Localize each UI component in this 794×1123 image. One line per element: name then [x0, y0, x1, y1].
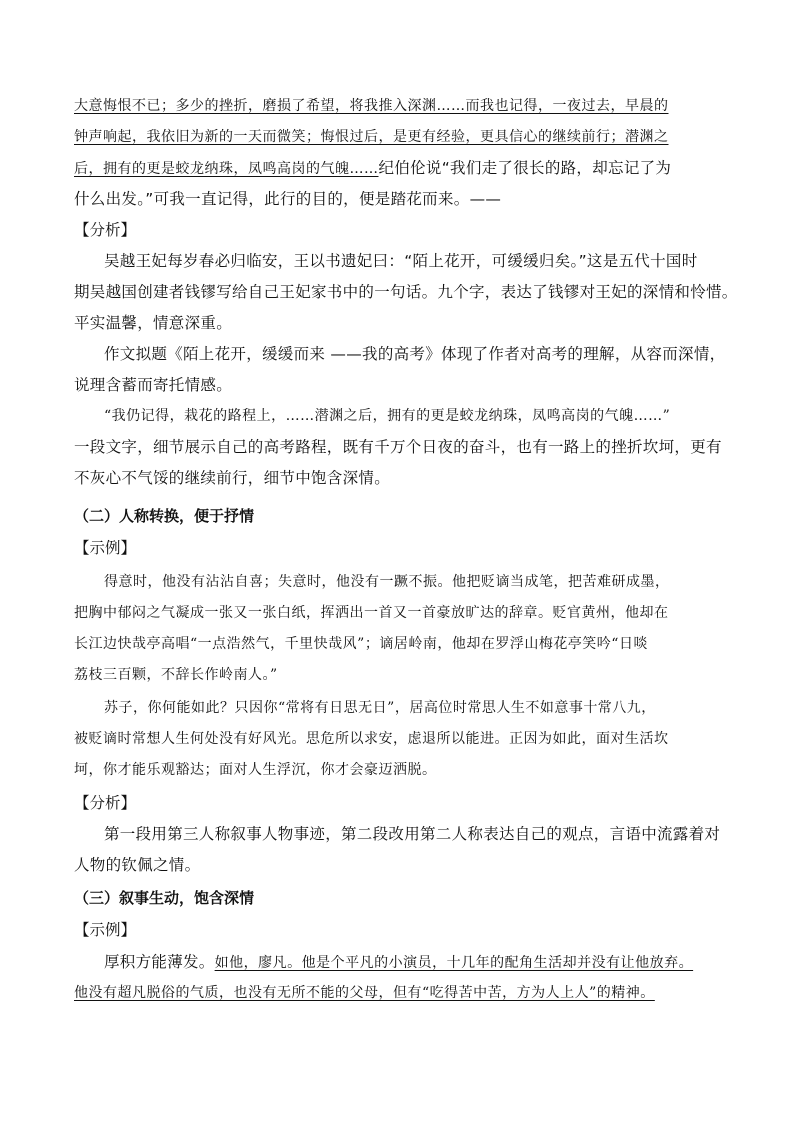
analysis-para-3c: 不灰心不气馁的继续前行，细节中饱含深情。 — [74, 469, 391, 487]
analysis-para-1c: 平实温馨，情意深重。 — [74, 314, 233, 332]
example3-handwritten-1: 如他，廖凡。他是个平凡的小演员，十几年的配角生活却并没有让他放弃。 — [214, 955, 694, 971]
example3-lead: 厚积方能薄发。 — [104, 953, 215, 971]
analysis-para-2a: 作文拟题《陌上花开，缓缓而来 ——我的高考》体现了作者对高考的理解，从容而深情， — [104, 345, 726, 363]
analysis-para-3b: 一段文字，细节展示自己的高考路程，既有千万个日夜的奋斗，也有一路上的挫折坎坷，更有 — [74, 438, 722, 456]
analysis2-para-a: 第一段用第三人称叙事人物事迹，第二段改用第二人称表达自己的观点，言语中流露着对 — [104, 825, 721, 843]
example-tag-2: 【示例】 — [74, 539, 137, 557]
line-2: 钟声响起，我依旧为新的一天而微笑；悔恨过后，是更有经验，更具信心的继续前行；潜渊之 — [74, 129, 669, 145]
analysis2-para-b: 人物的钦佩之情。 — [74, 856, 201, 874]
line-3-handwritten: 后，拥有的更是蛟龙纳珠，凤鸣高岗的气魄…… — [74, 161, 379, 177]
example-tag-3: 【示例】 — [74, 921, 137, 939]
example-para-1b: 把胸中郁闷之气凝成一张又一张白纸，挥洒出一首又一首豪放旷达的辞章。贬官黄州，他却在 — [74, 605, 669, 621]
line-3-quote: 纪伯伦说“我们走了很长的路，却忘记了为 — [378, 159, 672, 177]
example-para-1d: 荔枝三百颗，不辞长作岭南人。” — [74, 667, 278, 683]
line-1: 大意悔恨不已；多少的挫折，磨损了希望，将我推入深渊……而我也记得，一夜过去，早晨的 — [74, 98, 669, 114]
analysis-tag-1: 【分析】 — [74, 221, 137, 239]
section-heading-3: （三）叙事生动，饱含深情 — [74, 889, 255, 907]
example3-line-2: 他没有超凡脱俗的气质，也没有无所不能的父母，但有“吃得苦中苦，方为人上人”的精神。 — [74, 985, 655, 1001]
example3-line-1 — [104, 951, 693, 974]
analysis-para-3a: “我仍记得，栽花的路程上，……潜渊之后，拥有的更是蛟龙纳珠，凤鸣高岗的气魄……” — [104, 408, 671, 424]
example-para-2b: 被贬谪时常想人生何处没有好风光。思危所以求安，虑退所以能进。正因为如此，面对生活坎 — [74, 731, 669, 747]
example-para-1c: 长江边快哉亭高唱“一点浩然气，千里快哉风”；谪居岭南，他却在罗浮山梅花亭笑吟“日啖 — [74, 636, 648, 652]
example-para-2a: 苏子，你何能如此？只因你“常将有日思无日”，居高位时常思人生不如意事十常八九， — [104, 700, 656, 716]
section-heading-2: （二）人称转换，便于抒情 — [74, 507, 255, 525]
example-para-1a: 得意时，他没有沾沾自喜；失意时，他没有一蹶不振。他把贬谪当成笔，把苦难研成墨， — [104, 574, 670, 590]
analysis-para-2b: 说理含蓄而寄托情感。 — [74, 376, 233, 394]
analysis-para-1a: 吴越王妃每岁春必归临安，王以书遗妃曰：“陌上花开，可缓缓归矣。”这是五代十国时 — [104, 252, 698, 270]
analysis-para-1b: 期吴越国创建者钱镠写给自己王妃家书中的一句话。九个字，表达了钱镠对王妃的深情和怜惜。 — [74, 283, 738, 301]
analysis-tag-2: 【分析】 — [74, 794, 137, 812]
line-3 — [74, 157, 671, 180]
example-para-2c: 坷，你才能乐观豁达；面对人生浮沉，你才会豪迈洒脱。 — [74, 762, 437, 778]
line-4: 什么出发。”可我一直记得，此行的目的，便是踏花而来。—— — [74, 190, 502, 208]
